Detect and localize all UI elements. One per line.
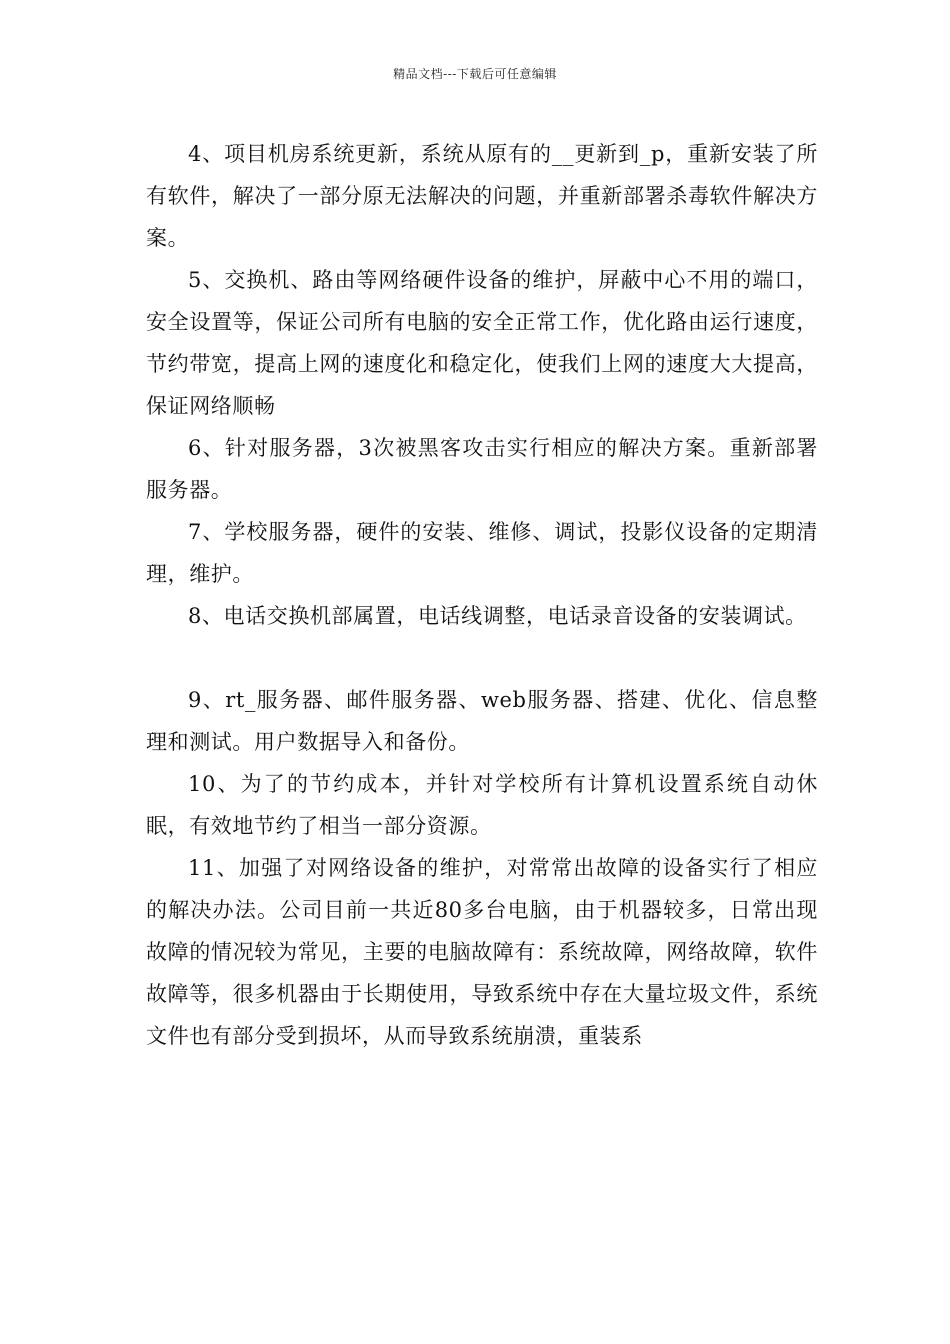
paragraph-item-8: 8、电话交换机部属置，电话线调整，电话录音设备的安装调试。: [188, 604, 807, 628]
paragraph-item-9: 9、rt_服务器、邮件服务器、web服务器、搭建、优化、信息整理和测试。用户数据导入和备份。: [146, 688, 818, 754]
paragraph-item-6: 6、针对服务器，3次被黑客攻击实行相应的解决方案。重新部署服务器。: [146, 436, 818, 502]
page-header: 精品文档---下载后可任意编辑: [393, 67, 557, 81]
document-body: [146, 133, 818, 1057]
paragraph-item-10: 10、为了的节约成本，并针对学校所有计算机设置系统自动休眠，有效地节约了相当一部分资源。: [146, 772, 818, 838]
paragraph-item-7: 7、学校服务器，硬件的安装、维修、调试，投影仪设备的定期清理，维护。: [146, 520, 818, 586]
paragraph-item-4: 4、项目机房系统更新，系统从原有的__更新到_p，重新安装了所有软件，解决了一部分原无法解决的问题，并重新部署杀毒软件解决方案。: [146, 142, 818, 250]
paragraph-item-11: 11、加强了对网络设备的维护，对常常出故障的设备实行了相应的解决办法。公司目前一共近80多台电脑，由于机器较多，日常出现故障的情况较为常见，主要的电脑故障有：系统故障，网络故障，软件故障等，很多机器由于长期使用，导致系统中存在大量垃圾文件，系统文件也有部分受到损坏，从而导致系统崩溃，重装系: [146, 856, 818, 1048]
paragraph-item-5: 5、交换机、路由等网络硬件设备的维护，屏蔽中心不用的端口，安全设置等，保证公司所有电脑的安全正常工作，优化路由运行速度，节约带宽，提高上网的速度化和稳定化，使我们上网的速度大大提高，保证网络顺畅: [146, 268, 818, 418]
